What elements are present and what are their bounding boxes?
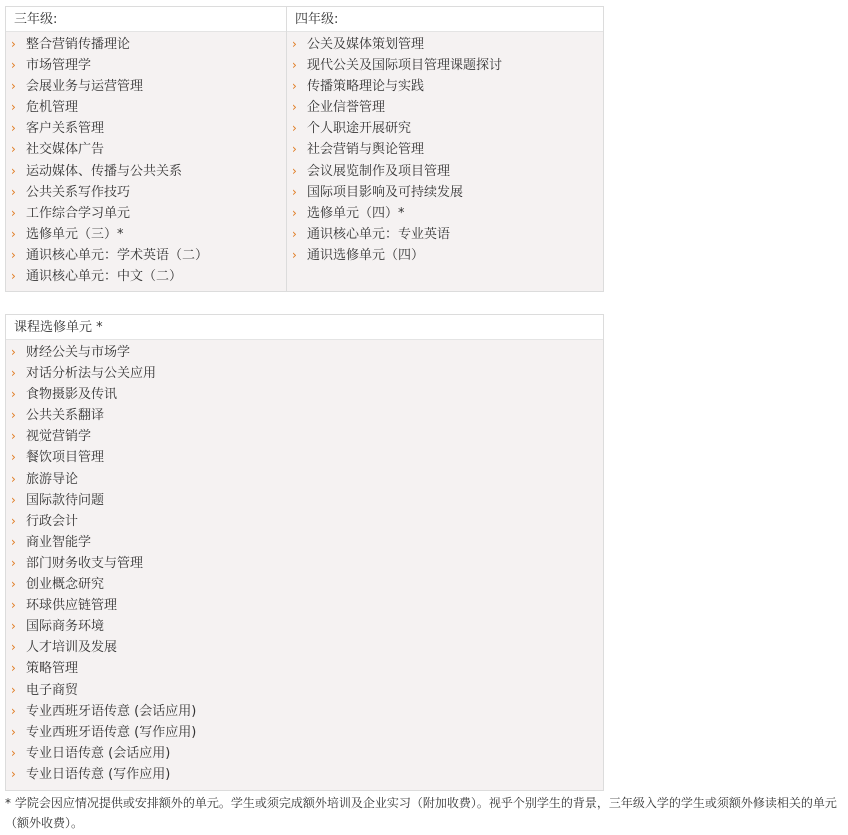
chevron-right-icon: › [11,661,16,676]
year4-heading: 四年级: [287,7,603,32]
course-item [287,182,603,203]
chevron-right-icon: › [11,408,16,423]
course-item [6,182,286,203]
course-label: 视觉营销学 [26,429,92,445]
course-label: 专业西班牙语传意 (写作应用) [26,724,197,740]
course-item [6,426,603,447]
course-label: 通识核心单元：中文（二） [26,269,183,285]
course-item [287,161,603,182]
course-label: 社交媒体广告 [26,142,105,158]
course-item [6,245,286,266]
course-label: 食物摄影及传讯 [26,387,118,403]
course-label: 行政会计 [26,513,79,529]
course-label: 公共关系写作技巧 [26,184,131,200]
chevron-right-icon: › [292,79,297,94]
course-label: 人才培训及发展 [26,640,118,656]
course-item [6,637,603,658]
chevron-right-icon: › [11,58,16,73]
year3-course-list [6,32,286,287]
course-label: 通识核心单元：专业英语 [307,226,451,242]
course-label: 创业概念研究 [26,577,105,593]
chevron-right-icon: › [292,247,297,262]
course-item [287,118,603,139]
course-label: 通识核心单元：学术英语（二） [26,247,209,263]
course-item [6,511,603,532]
course-item [6,203,286,224]
course-item [287,224,603,245]
chevron-right-icon: › [11,184,16,199]
course-item [6,266,286,287]
course-item [6,680,603,701]
course-item [6,574,603,595]
course-label: 传播策略理论与实践 [307,79,425,95]
course-label: 餐饮项目管理 [26,450,105,466]
course-label: 选修单元（三）* [26,226,124,242]
course-label: 市场管理学 [26,58,92,74]
elective-heading: 课程选修单元 * [6,315,603,340]
chevron-right-icon: › [11,100,16,115]
course-item [6,658,603,679]
course-label: 个人职途开展研究 [307,121,412,137]
course-item [287,55,603,76]
course-item [6,161,286,182]
course-item [6,616,603,637]
course-label: 专业日语传意 (写作应用) [26,766,171,782]
course-label: 环球供应链管理 [26,598,118,614]
chevron-right-icon: › [11,37,16,51]
chevron-right-icon: › [11,205,16,220]
course-item [6,342,603,363]
course-item [6,764,603,785]
course-label: 国际款待问题 [26,492,105,508]
course-label: 商业智能学 [26,534,92,550]
course-label: 专业日语传意 (会话应用) [26,745,171,761]
chevron-right-icon: › [11,121,16,136]
chevron-right-icon: › [11,534,16,549]
course-label: 国际商务环境 [26,619,105,635]
course-item [6,532,603,553]
course-item [6,469,603,490]
chevron-right-icon: › [292,163,297,178]
course-label: 工作综合学习单元 [26,205,131,221]
course-item [6,447,603,468]
course-item [6,118,286,139]
course-label: 通识选修单元（四） [307,247,425,263]
course-item [287,76,603,97]
course-label: 整合营销传播理论 [26,37,131,52]
course-item [6,224,286,245]
course-item [6,34,286,55]
course-item [287,34,603,55]
year4-course-list [287,32,603,266]
chevron-right-icon: › [292,142,297,157]
elective-course-list [6,340,603,785]
chevron-right-icon: › [11,471,16,486]
course-item [6,490,603,511]
course-label: 社会营销与舆论管理 [307,142,425,158]
chevron-right-icon: › [11,555,16,570]
footnote: * 学院会因应情况提供或安排额外的单元。学生或须完成额外培训及企业实习（附加收费）。视乎个别学生的背景，三年级入学的学生或须额外修读相关的单元（额外收费）。 [5,796,837,830]
year3-heading: 三年级: [6,7,286,32]
course-item [6,97,286,118]
chevron-right-icon: › [11,682,16,697]
course-item [287,203,603,224]
chevron-right-icon: › [11,703,16,718]
course-label: 选修单元（四）* [307,205,405,221]
chevron-right-icon: › [292,37,297,51]
course-label: 客户关系管理 [26,121,105,137]
course-label: 策略管理 [26,661,79,677]
course-item [6,405,603,426]
chevron-right-icon: › [11,429,16,444]
course-label: 部门财务收支与管理 [26,555,144,571]
course-item [6,55,286,76]
course-item [6,363,603,384]
course-item [6,76,286,97]
chevron-right-icon: › [11,577,16,592]
course-label: 对话分析法与公关应用 [26,366,157,382]
course-label: 危机管理 [26,100,79,116]
chevron-right-icon: › [11,142,16,157]
chevron-right-icon: › [11,745,16,760]
chevron-right-icon: › [11,345,16,359]
chevron-right-icon: › [292,58,297,73]
course-label: 公关及媒体策划管理 [307,37,425,52]
course-label: 电子商贸 [26,682,79,698]
course-label: 会展业务与运营管理 [26,79,144,95]
chevron-right-icon: › [11,226,16,241]
elective-table [5,314,604,791]
chevron-right-icon: › [292,100,297,115]
course-label: 会议展览制作及项目管理 [307,163,451,179]
chevron-right-icon: › [292,121,297,136]
year3-column [6,7,287,291]
chevron-right-icon: › [11,598,16,613]
chevron-right-icon: › [11,79,16,94]
chevron-right-icon: › [11,247,16,262]
course-item [287,139,603,160]
course-label: 公共关系翻译 [26,408,105,424]
chevron-right-icon: › [11,387,16,402]
chevron-right-icon: › [11,269,16,284]
year-curriculum-table [5,6,604,292]
chevron-right-icon: › [11,640,16,655]
course-label: 财经公关与市场学 [26,345,131,360]
course-label: 运动媒体、传播与公共关系 [26,163,183,179]
chevron-right-icon: › [11,513,16,528]
course-item [287,97,603,118]
course-item [6,595,603,616]
course-label: 国际项目影响及可持续发展 [307,184,464,200]
course-item [6,139,286,160]
chevron-right-icon: › [11,619,16,634]
course-label: 现代公关及国际项目管理课题探讨 [307,58,503,74]
chevron-right-icon: › [292,205,297,220]
course-item [287,245,603,266]
course-item [6,722,603,743]
course-label: 专业西班牙语传意 (会话应用) [26,703,197,719]
chevron-right-icon: › [11,450,16,465]
chevron-right-icon: › [11,492,16,507]
chevron-right-icon: › [11,724,16,739]
course-label: 企业信誉管理 [307,100,386,116]
course-label: 旅游导论 [26,471,79,487]
chevron-right-icon: › [292,184,297,199]
course-item [6,553,603,574]
chevron-right-icon: › [11,366,16,381]
course-item [6,743,603,764]
course-item [6,701,603,722]
course-item [6,384,603,405]
chevron-right-icon: › [292,226,297,241]
chevron-right-icon: › [11,766,16,781]
chevron-right-icon: › [11,163,16,178]
year4-column [287,7,603,291]
